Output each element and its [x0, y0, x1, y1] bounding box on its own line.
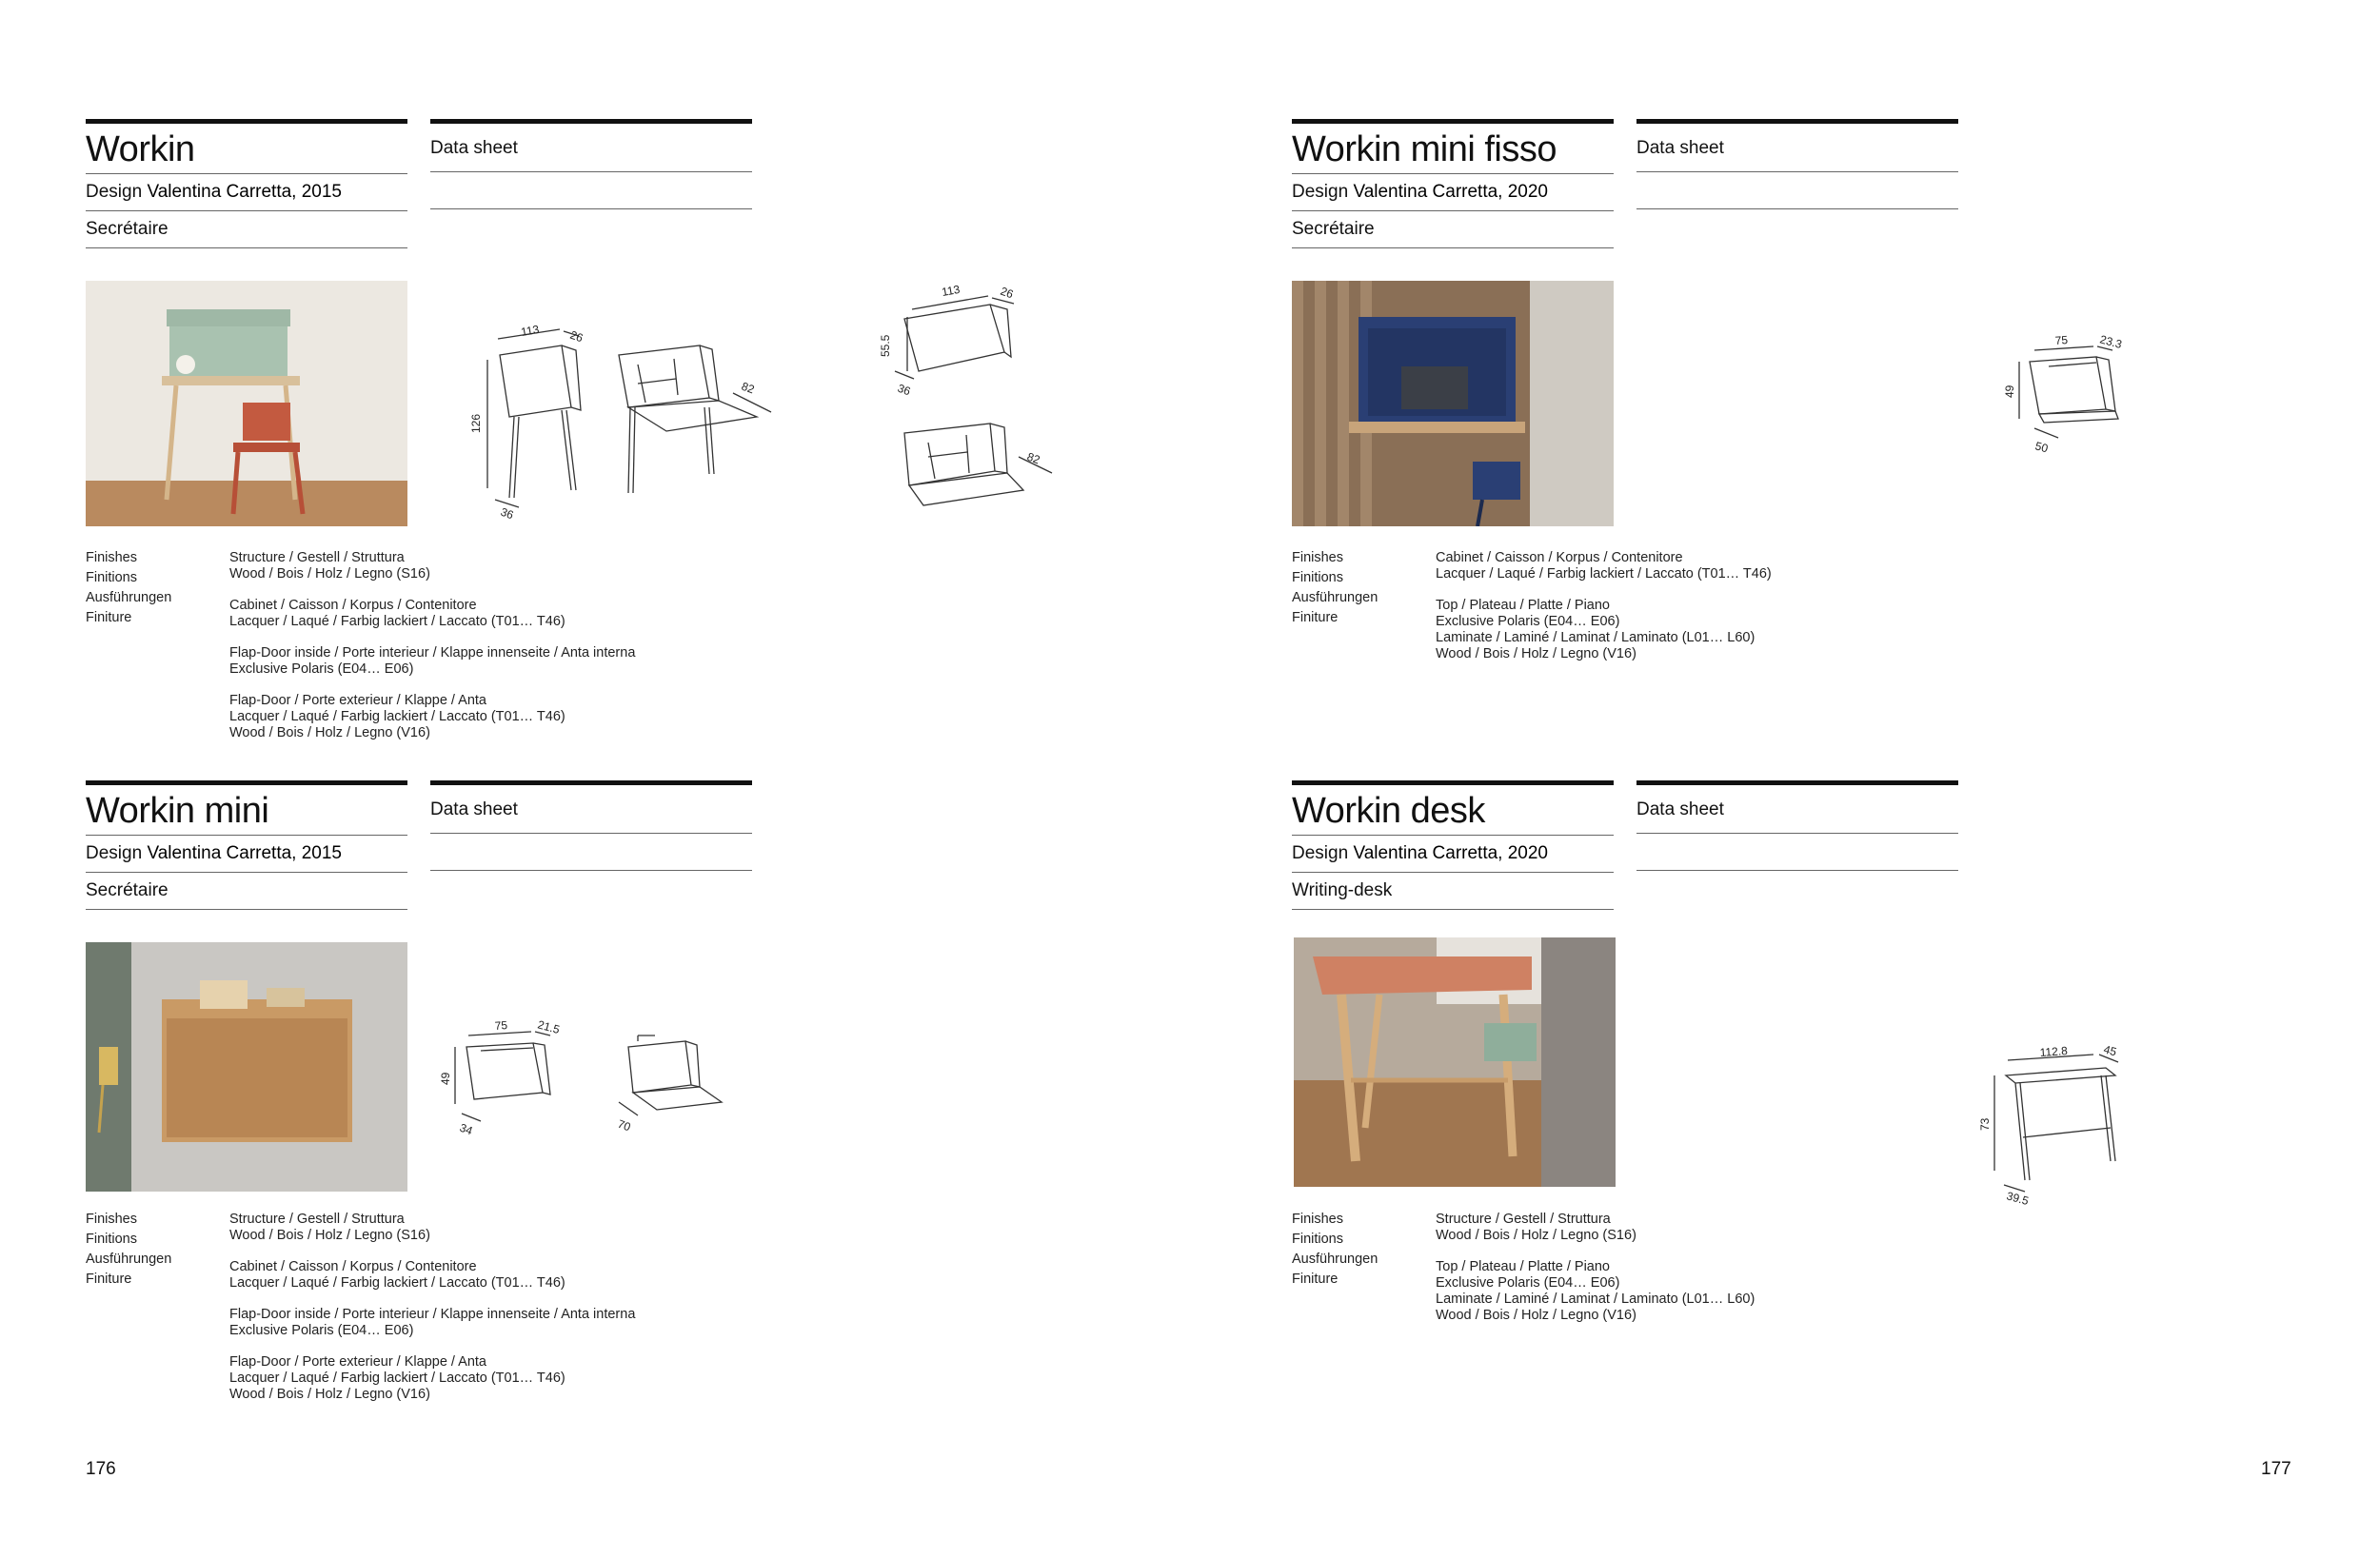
svg-text:39.5: 39.5 — [2005, 1189, 2031, 1208]
product-title: Workin desk — [1292, 791, 1485, 831]
finish-group: Flap-Door inside / Porte interieur / Klappe innenseite / Anta interna Exclusive Polaris (E04… E06) — [229, 645, 636, 677]
page-number-right: 177 — [2261, 1459, 2291, 1479]
product-photo — [1294, 937, 1616, 1187]
svg-text:75: 75 — [2054, 333, 2069, 347]
page-number-left: 176 — [86, 1459, 116, 1479]
data-sheet-column — [1636, 119, 1958, 209]
designer-line: Design Valentina Carretta, 2015 — [86, 843, 342, 863]
finish-group: Top / Plateau / Platte / Piano Exclusive Polaris (E04… E06) Laminate / Laminé / Laminat / Laminato (L01… L60) Wood / Bois / Holz / Legno (V16) — [1436, 598, 1755, 661]
finishes-groups — [229, 1212, 763, 1418]
finish-group: Flap-Door inside / Porte interieur / Klappe innenseite / Anta interna Exclusive Polaris (E04… E06) — [229, 1307, 636, 1338]
finishes-labels: Finishes Finitions Ausführungen Finiture — [86, 1212, 172, 1287]
svg-text:26: 26 — [998, 284, 1016, 302]
svg-text:112.8: 112.8 — [2039, 1043, 2069, 1059]
data-sheet-label: Data sheet — [430, 138, 518, 158]
product-workin-desk — [1206, 661, 2330, 1328]
svg-text:45: 45 — [2102, 1042, 2118, 1059]
finish-group: Flap-Door / Porte exterieur / Klappe / Anta Lacquer / Laqué / Farbig lackiert / Laccato (T01… T46) Wood / Bois / Holz / Legno (V16) — [229, 1354, 565, 1402]
svg-text:113: 113 — [520, 322, 541, 339]
product-title: Workin mini — [86, 791, 269, 831]
svg-text:75: 75 — [494, 1018, 508, 1033]
svg-text:113: 113 — [941, 282, 962, 299]
technical-drawings — [1654, 942, 2320, 1208]
finish-group: Cabinet / Caisson / Korpus / Contenitore Lacquer / Laqué / Farbig lackiert / Laccato (T01… T46) — [1436, 550, 1772, 582]
drawing-closed — [466, 322, 600, 523]
svg-text:126: 126 — [469, 413, 483, 433]
product-header — [1292, 119, 1614, 248]
product-header — [86, 780, 407, 910]
product-category: Secrétaire — [86, 880, 169, 900]
data-sheet-column — [430, 780, 752, 871]
svg-text:49: 49 — [2003, 385, 2016, 398]
svg-text:36: 36 — [498, 504, 516, 523]
svg-text:36: 36 — [895, 381, 913, 399]
data-sheet-label: Data sheet — [430, 799, 518, 819]
product-workin-mini-fisso — [1206, 0, 2330, 666]
finish-group: Cabinet / Caisson / Korpus / Contenitore Lacquer / Laqué / Farbig lackiert / Laccato (T01… T46) — [229, 598, 565, 629]
finishes-groups — [1436, 1212, 1969, 1339]
data-sheet-column — [430, 119, 752, 209]
svg-text:21.5: 21.5 — [536, 1017, 562, 1036]
data-sheet-column — [1636, 780, 1958, 871]
product-category: Secrétaire — [86, 219, 169, 239]
designer-line: Design Valentina Carretta, 2015 — [86, 182, 342, 202]
product-header — [1292, 780, 1614, 910]
product-photo — [86, 281, 407, 526]
designer-line: Design Valentina Carretta, 2020 — [1292, 182, 1548, 202]
finish-group: Structure / Gestell / Struttura Wood / Bois / Holz / Legno (S16) — [229, 550, 430, 582]
product-title: Workin — [86, 129, 195, 169]
drawing-open — [609, 1028, 752, 1142]
svg-text:23.3: 23.3 — [2098, 332, 2124, 351]
svg-text:70: 70 — [615, 1116, 633, 1134]
product-workin — [0, 0, 1123, 740]
svg-text:55.5: 55.5 — [879, 334, 892, 357]
designer-line: Design Valentina Carretta, 2020 — [1292, 843, 1548, 863]
svg-text:73: 73 — [1978, 1117, 1992, 1131]
drawing-wall-closed — [876, 281, 1057, 399]
data-sheet-label: Data sheet — [1636, 799, 1724, 819]
technical-drawings — [447, 281, 1114, 533]
drawing-wall-open — [885, 414, 1104, 519]
finishes-labels: Finishes Finitions Ausführungen Finiture — [1292, 550, 1378, 625]
finish-group: Top / Plateau / Platte / Piano Exclusive Polaris (E04… E06) Laminate / Laminé / Laminat / Laminato (L01… L60) Wood / Bois / Holz / Legno (V16) — [1436, 1259, 1755, 1323]
product-photo — [86, 942, 407, 1192]
drawing-open — [600, 326, 809, 517]
svg-text:82: 82 — [739, 379, 757, 397]
svg-text:26: 26 — [567, 327, 585, 345]
technical-drawings — [1654, 281, 2320, 533]
product-photo — [1292, 281, 1614, 526]
technical-drawings — [439, 942, 1114, 1194]
svg-text:50: 50 — [2033, 439, 2050, 456]
finish-group: Flap-Door / Porte exterieur / Klappe / Anta Lacquer / Laqué / Farbig lackiert / Laccato (T01… T46) Wood / Bois / Holz / Legno (V16) — [229, 693, 565, 740]
finish-group: Structure / Gestell / Struttura Wood / Bois / Holz / Legno (S16) — [1436, 1212, 1636, 1243]
data-sheet-label: Data sheet — [1636, 138, 1724, 158]
drawing-desk — [1977, 1042, 2139, 1208]
svg-text:82: 82 — [1024, 449, 1042, 467]
drawing-wall-desk — [2003, 332, 2149, 457]
finish-group: Structure / Gestell / Struttura Wood / Bois / Holz / Legno (S16) — [229, 1212, 430, 1243]
finishes-labels: Finishes Finitions Ausführungen Finiture — [86, 550, 172, 625]
finishes-labels: Finishes Finitions Ausführungen Finiture — [1292, 1212, 1378, 1287]
product-workin-mini — [0, 661, 1123, 1402]
svg-text:34: 34 — [457, 1120, 475, 1138]
product-category: Writing-desk — [1292, 880, 1393, 900]
product-title: Workin mini fisso — [1292, 129, 1557, 169]
product-category: Secrétaire — [1292, 219, 1375, 239]
finishes-groups — [1436, 550, 1969, 678]
finish-group: Cabinet / Caisson / Korpus / Contenitore Lacquer / Laqué / Farbig lackiert / Laccato (T01… T46) — [229, 1259, 565, 1291]
product-header — [86, 119, 407, 248]
svg-text:49: 49 — [439, 1072, 452, 1085]
drawing-closed — [438, 1018, 581, 1142]
